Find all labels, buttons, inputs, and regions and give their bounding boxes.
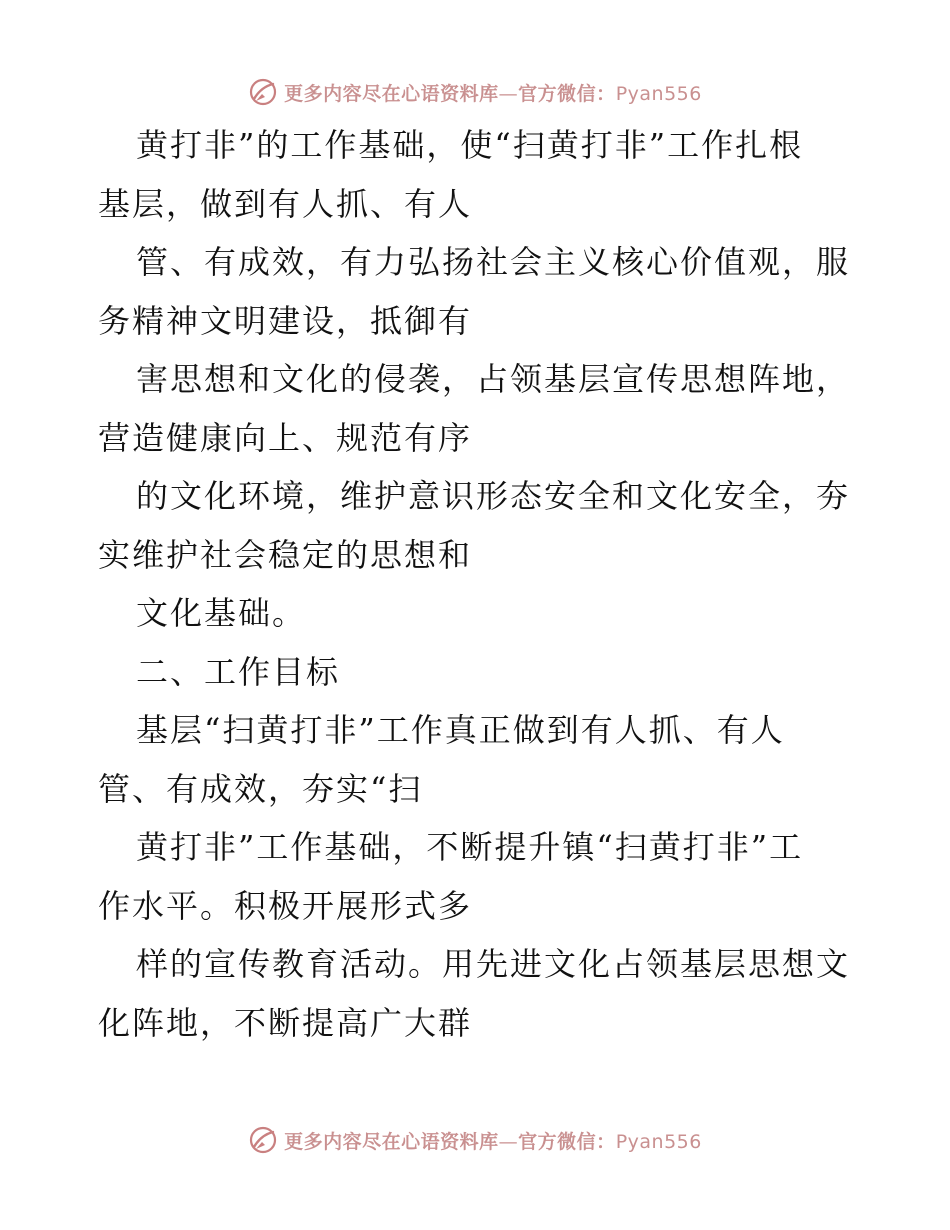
text-line: 作水平。积极开展形式多 — [98, 886, 473, 925]
text-line: 化阵地，不断提高广大群 — [98, 1003, 473, 1042]
text-line: 基层“扫黄打非”工作真正做到有人抓、有人 — [136, 711, 785, 749]
text-line: 营造健康向上、规范有序 — [98, 418, 473, 457]
text-line: 的文化环境，维护意识形态安全和文化安全，夯 — [136, 477, 851, 515]
footer-brand-text: 更多内容尽在心语资料库 — [284, 1130, 499, 1153]
footer-separator: — — [498, 1130, 519, 1153]
logo-pen-icon — [248, 1125, 278, 1155]
text-line: 黄打非”的工作基础，使“扫黄打非”工作扎根 — [136, 126, 804, 164]
text-line: 实维护社会稳定的思想和 — [98, 535, 473, 574]
header-brand-text: 更多内容尽在心语资料库 — [284, 82, 499, 105]
text-line: 样的宣传教育活动。用先进文化占领基层思想文 — [136, 945, 851, 983]
logo-pen-icon — [248, 77, 278, 107]
footer-contact-label: 官方微信： — [518, 1130, 616, 1153]
document-body — [98, 116, 858, 1052]
header-separator: — — [498, 82, 519, 105]
text-line: 管、有成效，夯实“扫 — [98, 769, 423, 808]
footer-contact-id: Pyan556 — [615, 1130, 702, 1153]
text-line: 黄打非”工作基础，不断提升镇“扫黄打非”工 — [136, 828, 804, 866]
text-line: 务精神文明建设，抵御有 — [98, 301, 473, 340]
header-contact-id: Pyan556 — [615, 82, 702, 105]
footer-watermark — [0, 1120, 950, 1160]
text-line: 二、工作目标 — [136, 652, 341, 691]
header-watermark — [0, 72, 950, 112]
text-line: 文化基础。 — [136, 594, 307, 632]
text-line: 基层，做到有人抓、有人 — [98, 184, 473, 223]
text-line: 管、有成效，有力弘扬社会主义核心价值观，服 — [136, 243, 851, 281]
text-line: 害思想和文化的侵袭，占领基层宣传思想阵地， — [136, 360, 851, 398]
header-contact-label: 官方微信： — [518, 82, 616, 105]
